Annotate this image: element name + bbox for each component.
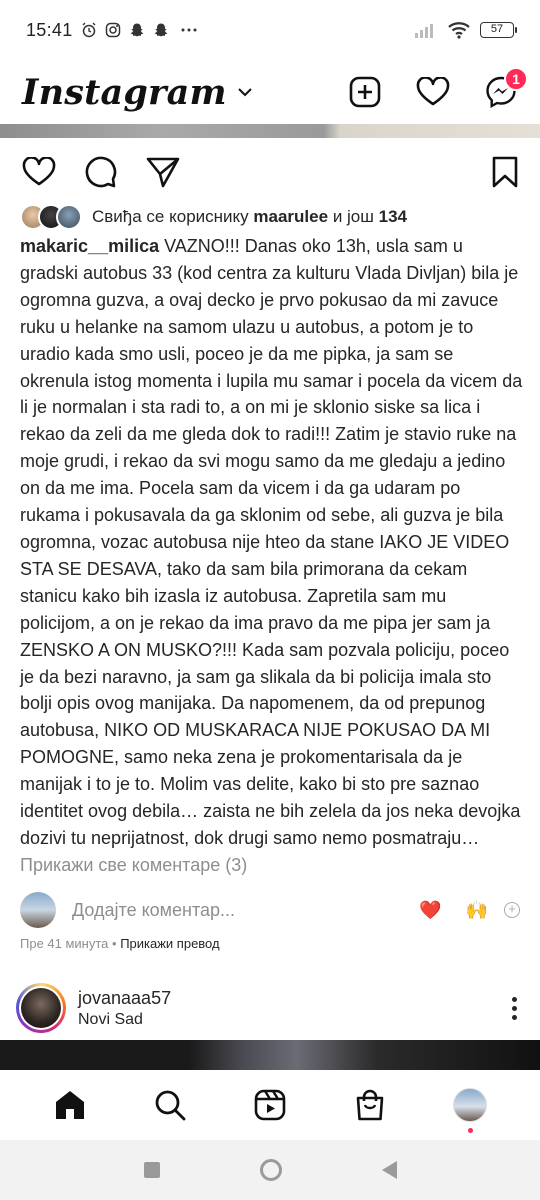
status-time: 15:41 — [26, 19, 73, 40]
add-comment-row — [20, 890, 520, 930]
instagram-logo[interactable]: Instagram — [22, 71, 227, 113]
heart-icon — [416, 77, 450, 107]
status-bar — [0, 0, 540, 60]
snapchat-icon-2 — [153, 22, 169, 38]
quick-reaction-heart[interactable]: ❤️ — [419, 899, 442, 920]
shopping-bag-icon — [355, 1089, 385, 1121]
liker-avatar — [56, 204, 82, 230]
more-options-icon[interactable] — [504, 997, 524, 1020]
nav-search[interactable] — [150, 1085, 190, 1125]
more-notifications-icon — [177, 22, 199, 38]
share-send-icon[interactable] — [146, 156, 180, 188]
chevron-down-icon[interactable] — [237, 87, 253, 97]
activity-button[interactable] — [416, 75, 450, 109]
see-translation-link[interactable]: Прикажи превод — [120, 936, 220, 951]
header-actions — [348, 71, 520, 109]
signal-icon — [414, 21, 438, 39]
status-right — [414, 21, 514, 39]
view-all-comments-link[interactable]: Прикажи све коментаре (3) — [20, 855, 248, 875]
search-icon — [154, 1089, 186, 1121]
bookmark-icon[interactable] — [492, 156, 518, 188]
home-icon — [53, 1089, 87, 1121]
likes-count[interactable]: 134 — [378, 207, 408, 226]
create-post-button[interactable] — [348, 75, 382, 109]
instagram-notification-icon — [105, 22, 121, 38]
nav-profile[interactable] — [450, 1085, 490, 1125]
post-actions — [0, 150, 540, 194]
meta-separator: • — [108, 936, 121, 951]
liker-username[interactable]: maarulee — [253, 207, 329, 226]
likes-summary[interactable] — [20, 204, 407, 230]
next-post-header — [0, 978, 540, 1038]
alarm-icon — [81, 22, 97, 38]
profile-activity-dot — [468, 1128, 473, 1133]
post-time: Пре 41 минута — [20, 936, 109, 951]
nav-home[interactable] — [50, 1085, 90, 1125]
add-emoji-icon[interactable]: + — [504, 902, 520, 918]
plus-square-icon — [349, 76, 381, 108]
back-button[interactable] — [382, 1161, 397, 1179]
comment-input[interactable]: Додајте коментар... — [72, 899, 236, 920]
recent-apps-button[interactable] — [144, 1162, 160, 1178]
status-left — [26, 20, 199, 41]
like-heart-icon[interactable] — [22, 157, 56, 187]
avatar — [453, 1088, 487, 1122]
nav-reels[interactable] — [250, 1085, 290, 1125]
home-system-button[interactable] — [260, 1159, 282, 1181]
app-header — [0, 60, 540, 124]
likes-prefix: Свиђа се кориснику — [92, 207, 249, 226]
system-navigation-bar — [0, 1140, 540, 1200]
avatar — [21, 988, 61, 1028]
comment-icon[interactable] — [84, 155, 118, 189]
next-post-image[interactable] — [0, 1040, 540, 1070]
avatar — [20, 892, 56, 928]
next-post-user — [78, 988, 171, 1029]
battery-indicator: 57 — [480, 22, 514, 38]
post-image[interactable] — [0, 124, 540, 138]
notification-badge: 1 — [504, 67, 528, 91]
snapchat-icon — [129, 22, 145, 38]
story-ring[interactable] — [16, 983, 66, 1033]
next-post-username[interactable]: jovanaaa57 — [78, 987, 172, 1008]
reels-icon — [254, 1089, 286, 1121]
post-meta — [20, 936, 220, 951]
caption-text: VAZNO!!! Danas oko 13h, usla sam u gradski autobus 33 (kod centra za kulturu Vlada Divljan) bila je ogromna guzva, a ovaj decko je prvo pokusao da mi zavuce ruku u helanke na samom ulazu u autobus, a potom je to uradio kada smo usli, poceo je da me pipka, ja sam se okrenula istog momenta i lupila mu samar i pocela da vicem da li je normalan i sta radi to, a on mi je sklonio siske sa lica i rekao da zeli da me gleda dok to radi!!! Zatim je stavio ruke na moje grudi, i rekao da svi mogu samo da me gledaju a jedino on da me ima. Pocela sam da vicem i da ga udaram po rukama i pokusavala da ga sklonim od sebe, ali guzva je bila ogromna, vozac autobusa nije hteo da stane IAKO JE VIDEO STA SE DESAVA, tako da sam bila primorana da cekam stanicu kako bih izasla iz autobusa. Zapretila sam mu policijom, a on je rekao da ima pravo da me pipa jer sam ja ZENSKO A ON MUSKO?!!! Kada sam pozvala policiju, poceo je da bezi naravno, ja sam ga slikala da bi policija imala sto bolji opis ovog manijaka. Da napomenem, da od prepunog autobusa, NIKO OD MUSKARACA NIJE POKUSAO DA MI POMOGNE, samo neka zena je prokomentarisala da je manijak i to je to. Molim vas delite, kako bi sto pre saznao identitet ovog debila… zaista ne bih zelela da jos neka devojka dozivi tu neprijatnost, dok drugi samo nemo posmatraju… — [20, 236, 523, 848]
likes-middle: и још — [332, 207, 374, 226]
story-inner — [19, 986, 63, 1030]
bottom-nav — [0, 1070, 540, 1140]
next-post-location[interactable]: Novi Sad — [78, 1010, 143, 1028]
caption-username[interactable]: makaric__milica — [20, 236, 160, 256]
liker-avatars — [20, 204, 82, 230]
quick-reaction-raised-hands[interactable]: 🙌 — [465, 899, 488, 920]
post-caption — [20, 233, 525, 852]
nav-shop[interactable] — [350, 1085, 390, 1125]
wifi-icon — [448, 21, 470, 39]
messenger-button[interactable] — [484, 71, 520, 109]
